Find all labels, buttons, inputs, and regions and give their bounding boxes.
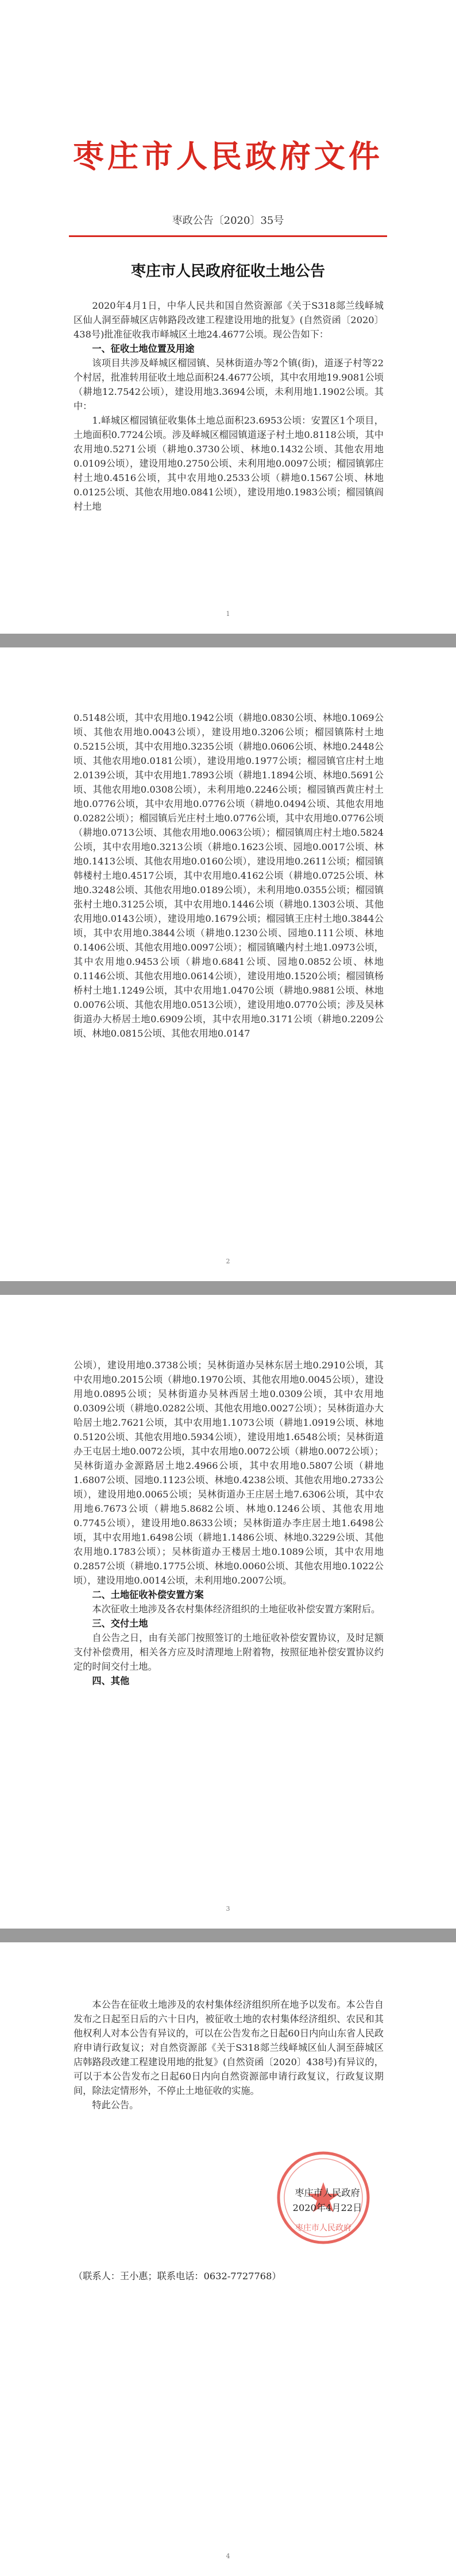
section-2-text: 本次征收土地涉及各农村集体经济组织的土地征收补偿安置方案附后。 — [92, 1604, 381, 1615]
closing-line: 特此公告。 — [92, 2100, 139, 2111]
page-number: 2 — [226, 1258, 230, 1265]
page-3-body — [74, 1358, 384, 1688]
page-1 — [0, 0, 456, 634]
page-4 — [0, 1942, 456, 2576]
signature-date: 2020年4月22日 — [292, 2202, 362, 2213]
section-1-paragraph-4: 公顷），建设用地0.3738公顷；吴林街道办吴林东居土地0.2910公顷，其中农用地0.2015公顷（耕地0.1970公顷、其他农用地0.0045公顷），建设用地0.0895公顷；吴林街道办吴林西居土地0.0309公顷，其中农用地0.0309公顷（耕地0.0282公顷、其他农用地0.0027公顷）；吴林街道办大哈居土地2.7621公顷，其中农用地1.1073公顷（耕地1.0919公顷、林地0.5120公顷、其他农用地0.5934公顷），建设用地1.6548公顷；吴林街道办王屯居土地0.0072公顷，其中农用地0.0072公顷（耕地0.0072公顷）；吴林街道办金源路居土地2.4966公顷，其中农用地0.5807公顷（耕地1.6807公顷、园地0.1123公顷、林地0.4238公顷、其他农用地0.2733公顷），建设用地0.0065公顷；吴林街道办王庄居土地7.6306公顷，其中农用地6.7673公顷（耕地5.8682公顷、林地0.1246公顷、其他农用地0.7745公顷），建设用地0.8633公顷；吴林街道办李庄居土地1.6498公顷，其中农用地1.6498公顷（耕地1.1486公顷、林地0.3229公顷、其他农用地0.1783公顷）；吴林街道办王楼居土地0.1089公顷，其中农用地0.2857公顷（耕地0.1775公顷、林地0.0060公顷、其他农用地0.1022公顷），建设用地0.0014公顷，未利用地0.2007公顷。 — [74, 1360, 384, 1586]
section-1-title: 一、征收土地位置及用途 — [92, 343, 195, 354]
signature-block — [270, 2186, 385, 2216]
signature-organization: 枣庄市人民政府 — [295, 2187, 360, 2198]
announcement-heading: 枣庄市人民政府征收土地公告 — [130, 263, 325, 280]
section-1-paragraph-1: 该项目共涉及峄城区榴园镇、吴林街道办等2个镇(街)，道逐子村等22个村居，批准转用征收土地总面积24.4677公顷，其中农用地19.9081公顷（耕地12.7542公顷），建设用地3.3694公顷，未利用地1.1902公顷。其中： — [74, 358, 384, 412]
seal-text: 枣庄市人民政府 — [295, 2224, 351, 2233]
section-1-paragraph-2: 1.峄城区榴园镇征收集体土地总面积23.6953公顷：安置区1个项目，土地面积0.7724公顷。涉及峄城区榴园镇道逐子村土地0.8118公顷，其中农用地0.5271公顷（耕地0.3730公顷、林地0.1432公顷、其他农用地0.0109公顷），建设用地0.2750公顷、未利用地0.0097公顷；榴园镇郭庄村土地0.4516公顷，其中农用地0.2533公顷（耕地0.1567公顷、林地0.0125公顷、其他农用地0.0841公顷），建设用地0.1983公顷；榴园镇阎村土地 — [74, 415, 384, 512]
intro-paragraph: 2020年4月1日，中华人民共和国自然资源部《关于S318郯兰线峄城区仙人洞至薛城区店韩路段改建工程建设用地的批复》(自然资函〔2020〕438号)批准征收我市峄城区土地24.4677公顷。现公告如下： — [74, 300, 384, 340]
section-4-title: 四、其他 — [92, 1675, 130, 1686]
page-number: 3 — [226, 1905, 230, 1912]
page-number: 1 — [226, 610, 230, 618]
section-3-title: 三、交付土地 — [92, 1618, 148, 1629]
red-divider — [69, 235, 387, 237]
page-number: 4 — [226, 2552, 230, 2560]
section-3-text: 自公告之日，由有关部门按照签订的土地征收补偿安置协议，及时足额支付补偿费用，相关各方应及时清理地上附着物，按照征地补偿安置协议约定的时间交付土地。 — [74, 1632, 384, 1672]
section-2-title: 二、土地征收补偿安置方案 — [92, 1589, 204, 1600]
document-header-title: 枣庄市人民政府文件 — [73, 138, 383, 174]
page-4-body — [74, 1997, 384, 2112]
page-3 — [0, 1295, 456, 1929]
section-1-paragraph-3: 0.5148公顷，其中农用地0.1942公顷（耕地0.0830公顷、林地0.1069公顷、其他农用地0.0043公顷），建设用地0.3206公顷；榴园镇陈村土地0.5215公顷，其中农用地0.3235公顷（耕地0.0606公顷、林地0.2448公顷、其他农用地0.0181公顷），建设用地0.1977公顷；榴园镇官庄村土地2.0139公顷，其中农用地1.7893公顷（耕地1.1894公顷、林地0.5691公顷、其他农用地0.0308公顷），未利用地0.2246公顷；榴园镇西黄庄村土地0.0776公顷，其中农用地0.0776公顷（耕地0.0494公顷、其他农用地0.0282公顷）；榴园镇后光庄村土地0.0776公顷，其中农用地0.0776公顷（耕地0.0713公顷、其他农用地0.0063公顷）；榴园镇周庄村土地0.5824公顷，其中农用地0.3213公顷（耕地0.1623公顷、园地0.0017公顷、林地0.1413公顷、其他农用地0.0160公顷），建设用地0.2611公顷；榴园镇韩楼村土地0.4517公顷，其中农用地0.4162公顷（耕地0.0725公顷、林地0.3248公顷、其他农用地0.0189公顷），未利用地0.0355公顷；榴园镇张村土地0.3125公顷，其中农用地0.1446公顷（耕地0.1303公顷、其他农用地0.0143公顷），建设用地0.1679公顷；榴园镇王庄村土地0.3844公顷，其中农用地0.3844公顷（耕地0.1230公顷、园地0.111公顷、林地0.1406公顷、其他农用地0.0097公顷）；榴园镇曦内村土地1.0973公顷，其中农用地0.9453公顷（耕地0.6841公顷、园地0.0852公顷、林地0.1146公顷、其他农用地0.0614公顷），建设用地0.1520公顷；榴园镇杨桥村土地1.1249公顷，其中农用地1.0470公顷（耕地0.9881公顷、林地0.0076公顷、其他农用地0.0513公顷），建设用地0.0770公顷；涉及吴林街道办大桥居土地0.6909公顷，其中农用地0.3171公顷（耕地0.2209公顷、林地0.0815公顷、其他农用地0.0147 — [74, 712, 384, 1039]
document-number: 枣政公告〔2020〕35号 — [172, 215, 284, 227]
page-2-body — [74, 711, 384, 1041]
contact-info: （联系人：王小惠；联系电话：0632-7727768） — [74, 2271, 281, 2282]
page-1-body — [74, 298, 384, 514]
page-2 — [0, 647, 456, 1281]
section-4-text: 本公告在征收土地涉及的农村集体经济组织所在地予以发布。本公告自发布之日起至日后的六十日内，被征收土地的农村集体经济组织、农民和其他权利人对本公告有异议的，可以在公告发布之日起60日内向山东省人民政府申请行政复议；对自然资源部《关于S318郯兰线峄城区仙人洞至薛城区店韩路段改建工程建设用地的批复》(自然资函〔2020〕438号)有异议的，可以于本公告发布之日起60日内向自然资源部申请行政复议，行政复议期间，除法定情形外，不停止土地征收的实施。 — [74, 1999, 384, 2096]
